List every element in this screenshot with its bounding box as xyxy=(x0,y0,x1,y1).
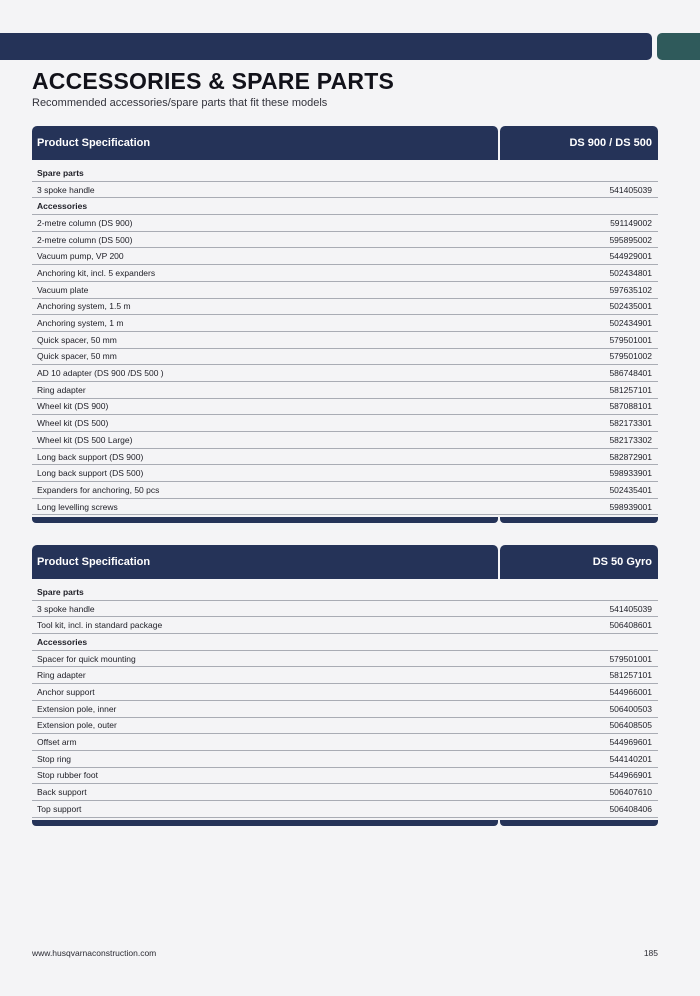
table-header xyxy=(32,126,658,160)
table-header-product-spec: Product Specification xyxy=(32,126,498,160)
part-name: Wheel kit (DS 900) xyxy=(37,401,109,412)
table-row xyxy=(32,499,658,516)
part-name: Wheel kit (DS 500 Large) xyxy=(37,434,133,445)
spec-table-ds50-gyro xyxy=(32,545,658,826)
section-row xyxy=(32,165,658,182)
part-name: Vacuum pump, VP 200 xyxy=(37,251,124,262)
section-label: Accessories xyxy=(37,201,88,212)
part-name: Offset arm xyxy=(37,737,77,748)
part-number: 541405039 xyxy=(609,603,652,614)
table-row xyxy=(32,248,658,265)
table-row xyxy=(32,601,658,618)
part-name: Anchoring kit, incl. 5 expanders xyxy=(37,267,156,278)
part-number: 597635102 xyxy=(609,284,652,295)
part-name: Vacuum plate xyxy=(37,284,89,295)
table-row xyxy=(32,232,658,249)
table-row xyxy=(32,315,658,332)
section-row xyxy=(32,634,658,651)
part-number: 598939001 xyxy=(609,501,652,512)
part-number: 582872901 xyxy=(609,451,652,462)
table-row xyxy=(32,701,658,718)
table-row xyxy=(32,349,658,366)
table-row xyxy=(32,382,658,399)
part-name: Stop rubber foot xyxy=(37,770,98,781)
section-label: Spare parts xyxy=(37,167,84,178)
table-header-product-spec: Product Specification xyxy=(32,545,498,579)
part-number: 591149002 xyxy=(610,217,652,228)
table-row xyxy=(32,182,658,199)
section-label: Accessories xyxy=(37,636,88,647)
part-name: AD 10 adapter (DS 900 /DS 500 ) xyxy=(37,368,164,379)
table-row xyxy=(32,215,658,232)
part-name: Long back support (DS 500) xyxy=(37,468,144,479)
part-number: 581257101 xyxy=(609,384,652,395)
table-header-model: DS 50 Gyro xyxy=(500,545,658,579)
table-row xyxy=(32,734,658,751)
part-name: Anchoring system, 1 m xyxy=(37,318,124,329)
part-number: 579501001 xyxy=(609,653,652,664)
table-row xyxy=(32,768,658,785)
part-number: 502434901 xyxy=(609,318,652,329)
table-body xyxy=(32,165,658,515)
part-name: Ring adapter xyxy=(37,384,86,395)
part-name: Tool kit, incl. in standard package xyxy=(37,620,163,631)
table-row xyxy=(32,751,658,768)
table-footer-bar xyxy=(32,517,658,523)
table-row xyxy=(32,265,658,282)
part-number: 586748401 xyxy=(609,368,652,379)
part-name: 3 spoke handle xyxy=(37,184,95,195)
part-number: 579501001 xyxy=(609,334,652,345)
part-number: 544966001 xyxy=(609,686,652,697)
part-number: 581257101 xyxy=(609,670,652,681)
table-row xyxy=(32,332,658,349)
table-row xyxy=(32,801,658,818)
spec-table-ds900-ds500 xyxy=(32,126,658,523)
part-number: 579501002 xyxy=(609,351,652,362)
part-number: 582173301 xyxy=(609,418,652,429)
part-number: 544966901 xyxy=(609,770,652,781)
table-body xyxy=(32,584,658,818)
table-row xyxy=(32,718,658,735)
part-number: 595895002 xyxy=(609,234,652,245)
table-row xyxy=(32,432,658,449)
table-row xyxy=(32,282,658,299)
table-row xyxy=(32,651,658,668)
page-subtitle: Recommended accessories/spare parts that fit these models xyxy=(32,97,328,109)
part-number: 506407610 xyxy=(609,787,652,798)
part-name: Anchor support xyxy=(37,686,95,697)
part-number: 598933901 xyxy=(609,468,652,479)
top-banner-accent xyxy=(657,33,700,60)
page-title: ACCESSORIES & SPARE PARTS xyxy=(32,68,394,94)
part-number: 502435001 xyxy=(609,301,652,312)
footer-url: www.husqvarnaconstruction.com xyxy=(32,948,157,958)
part-name: Ring adapter xyxy=(37,670,86,681)
part-name: Top support xyxy=(37,803,82,814)
part-number: 544969601 xyxy=(609,737,652,748)
part-name: Quick spacer, 50 mm xyxy=(37,334,117,345)
part-number: 502435401 xyxy=(609,484,652,495)
part-name: Long back support (DS 900) xyxy=(37,451,144,462)
table-row xyxy=(32,784,658,801)
part-number: 544929001 xyxy=(609,251,652,262)
table-footer-bar xyxy=(32,820,658,826)
part-name: Extension pole, inner xyxy=(37,703,117,714)
table-row xyxy=(32,299,658,316)
part-number: 541405039 xyxy=(609,184,652,195)
part-name: Quick spacer, 50 mm xyxy=(37,351,117,362)
table-row xyxy=(32,465,658,482)
section-row xyxy=(32,584,658,601)
table-row xyxy=(32,449,658,466)
part-name: Wheel kit (DS 500) xyxy=(37,418,109,429)
part-name: Long levelling screws xyxy=(37,501,118,512)
part-number: 587088101 xyxy=(609,401,652,412)
page-number: 185 xyxy=(643,948,658,958)
part-name: Expanders for anchoring, 50 pcs xyxy=(37,484,160,495)
part-number: 582173302 xyxy=(609,434,652,445)
part-number: 544140201 xyxy=(609,753,652,764)
table-header xyxy=(32,545,658,579)
table-row xyxy=(32,617,658,634)
table-row xyxy=(32,399,658,416)
table-row xyxy=(32,415,658,432)
section-row xyxy=(32,198,658,215)
part-number: 506408601 xyxy=(609,620,652,631)
part-name: 3 spoke handle xyxy=(37,603,95,614)
top-banner-bar xyxy=(0,33,652,60)
section-label: Spare parts xyxy=(37,586,84,597)
part-number: 506400503 xyxy=(609,703,652,714)
part-name: Spacer for quick mounting xyxy=(37,653,136,664)
table-row xyxy=(32,482,658,499)
part-number: 506408505 xyxy=(609,720,652,731)
part-number: 506408406 xyxy=(609,803,652,814)
part-name: 2-metre column (DS 500) xyxy=(37,234,133,245)
part-number: 502434801 xyxy=(609,267,652,278)
table-row xyxy=(32,684,658,701)
table-header-model: DS 900 / DS 500 xyxy=(500,126,658,160)
table-row xyxy=(32,667,658,684)
part-name: Extension pole, outer xyxy=(37,720,117,731)
part-name: Stop ring xyxy=(37,753,72,764)
table-row xyxy=(32,365,658,382)
part-name: 2-metre column (DS 900) xyxy=(37,217,133,228)
part-name: Back support xyxy=(37,787,87,798)
part-name: Anchoring system, 1.5 m xyxy=(37,301,131,312)
